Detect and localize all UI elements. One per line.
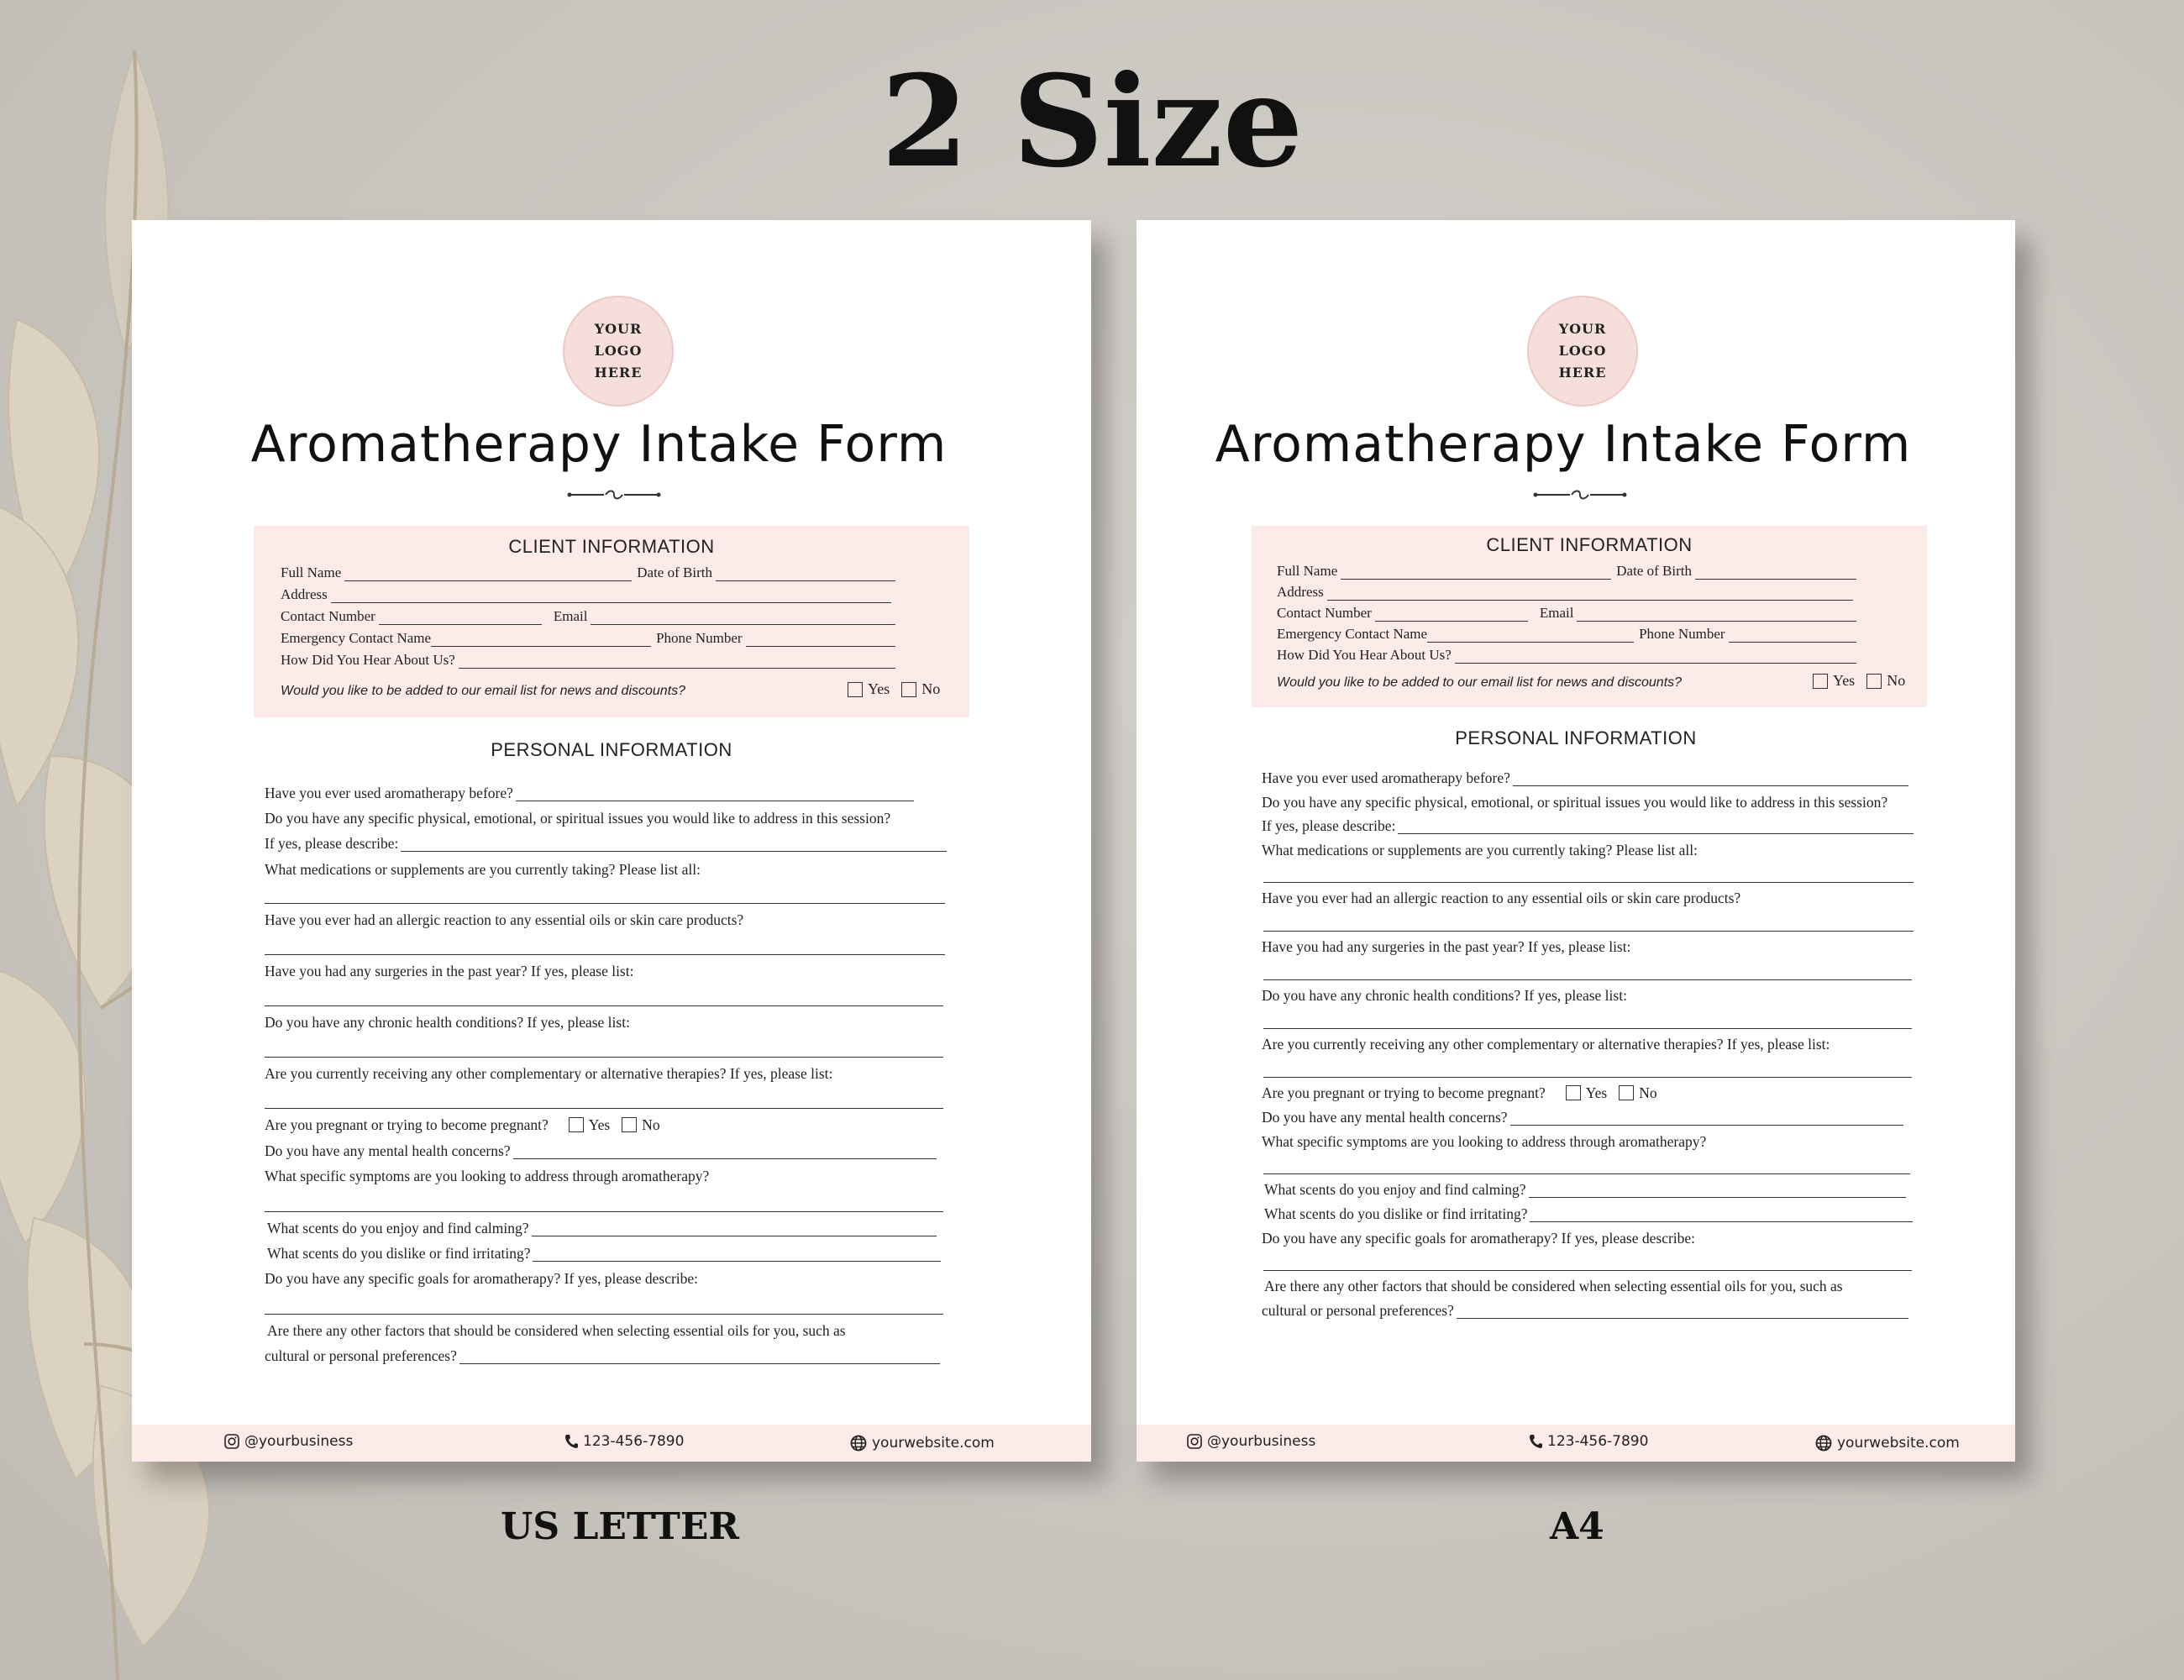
email-list-options: Yes No <box>848 680 940 698</box>
headline: 2 Size <box>880 48 1304 196</box>
phone-icon <box>564 1434 578 1449</box>
contact-number-field[interactable]: Contact Number Email <box>1277 603 1861 622</box>
no-checkbox[interactable] <box>1866 674 1882 689</box>
question-describe[interactable]: If yes, please describe: <box>1262 817 1914 834</box>
full-name-field[interactable]: Full Name Date of Birth <box>281 563 900 581</box>
email-list-question: Would you like to be added to our email list for news and discounts? <box>1277 675 1683 690</box>
question-mental-health[interactable]: Do you have any mental health concerns? <box>1262 1109 1903 1126</box>
answer-line[interactable] <box>1263 1173 1910 1174</box>
referral-source-field[interactable]: How Did You Hear About Us? <box>1277 645 1861 664</box>
question-goals: Do you have any specific goals for aromatherapy? If yes, please describe: <box>265 1270 699 1287</box>
personal-information-heading: PERSONAL INFORMATION <box>491 739 732 760</box>
globe-icon <box>1815 1435 1832 1452</box>
client-information-heading: CLIENT INFORMATION <box>1486 534 1693 555</box>
pregnant-yes-checkbox[interactable] <box>1566 1085 1581 1100</box>
pregnant-no-checkbox[interactable] <box>1619 1085 1634 1100</box>
answer-line[interactable] <box>265 1057 943 1058</box>
contact-number-field[interactable]: Contact Number Email <box>281 606 900 625</box>
yes-checkbox[interactable] <box>848 682 863 697</box>
answer-line[interactable] <box>265 1108 943 1109</box>
question-other-therapies: Are you currently receiving any other complementary or alternative therapies? If yes, please list: <box>1262 1036 1830 1053</box>
footer-phone: 123-456-7890 <box>564 1433 684 1450</box>
form-title: Aromatherapy Intake Form <box>250 415 948 474</box>
client-information-section <box>254 526 969 717</box>
client-information-heading: CLIENT INFORMATION <box>508 536 715 557</box>
a4-form-page <box>1137 220 2015 1462</box>
question-goals: Do you have any specific goals for aromatherapy? If yes, please describe: <box>1262 1230 1696 1247</box>
us-letter-label: US LETTER <box>501 1505 739 1548</box>
footer-social: @yourbusiness <box>224 1433 353 1450</box>
emergency-contact-field[interactable]: Emergency Contact Name Phone Number <box>1277 624 1861 643</box>
form-title: Aromatherapy Intake Form <box>1215 415 1912 474</box>
pregnant-yes-checkbox[interactable] <box>569 1117 584 1132</box>
question-chronic-conditions: Do you have any chronic health conditions? If yes, please list: <box>265 1014 630 1031</box>
ornament-divider-icon <box>1533 489 1627 501</box>
pregnant-no-checkbox[interactable] <box>622 1117 637 1132</box>
question-other-factors-continued[interactable]: cultural or personal preferences? <box>1262 1302 1908 1319</box>
address-field[interactable]: Address <box>1277 582 1858 601</box>
form-footer <box>132 1425 1091 1462</box>
question-other-factors-continued[interactable]: cultural or personal preferences? <box>265 1347 940 1364</box>
instagram-icon <box>224 1434 239 1449</box>
answer-line[interactable] <box>1263 931 1914 932</box>
answer-line[interactable] <box>1263 1028 1912 1029</box>
question-surgeries: Have you had any surgeries in the past year? If yes, please list: <box>265 963 634 979</box>
form-footer <box>1137 1425 2015 1462</box>
client-information-section <box>1252 526 1927 707</box>
question-calming-scents[interactable]: What scents do you enjoy and find calming? <box>1264 1181 1906 1198</box>
question-surgeries: Have you had any surgeries in the past year? If yes, please list: <box>1262 938 1631 955</box>
footer-phone: 123-456-7890 <box>1529 1433 1648 1450</box>
yes-checkbox[interactable] <box>1813 674 1828 689</box>
answer-line[interactable] <box>265 903 945 904</box>
question-mental-health[interactable]: Do you have any mental health concerns? <box>265 1142 937 1159</box>
answer-line[interactable] <box>1263 882 1914 883</box>
emergency-contact-field[interactable]: Emergency Contact Name Phone Number <box>281 628 900 647</box>
ornament-divider-icon <box>567 489 661 501</box>
email-list-options: Yes No <box>1813 672 1905 690</box>
phone-icon <box>1529 1434 1542 1449</box>
question-describe[interactable]: If yes, please describe: <box>265 835 947 852</box>
question-allergic-reaction: Have you ever had an allergic reaction to any essential oils or skin care products? <box>1262 890 1741 906</box>
address-field[interactable]: Address <box>281 585 896 603</box>
answer-line[interactable] <box>265 1005 943 1006</box>
question-other-therapies: Are you currently receiving any other complementary or alternative therapies? If yes, please list: <box>265 1065 833 1082</box>
question-medications: What medications or supplements are you currently taking? Please list all: <box>1262 842 1698 858</box>
question-specific-issues: Do you have any specific physical, emotional, or spiritual issues you would like to address in this session? <box>265 810 891 827</box>
answer-line[interactable] <box>1263 1270 1912 1271</box>
question-irritating-scents[interactable]: What scents do you dislike or find irritating? <box>1264 1205 1913 1222</box>
full-name-field[interactable]: Full Name Date of Birth <box>1277 561 1861 580</box>
answer-line[interactable] <box>265 1314 943 1315</box>
globe-icon <box>850 1435 867 1452</box>
a4-label: A4 <box>1550 1505 1604 1548</box>
question-symptoms: What specific symptoms are you looking to address through aromatherapy? <box>1262 1133 1707 1150</box>
question-allergic-reaction: Have you ever had an allergic reaction to any essential oils or skin care products? <box>265 911 744 928</box>
footer-website: yourwebsite.com <box>1815 1435 1960 1452</box>
question-used-aromatherapy[interactable]: Have you ever used aromatherapy before? <box>265 785 1073 801</box>
us-letter-form-page <box>132 220 1091 1462</box>
question-other-factors: Are there any other factors that should be considered when selecting essential oils for you, such as <box>267 1322 846 1339</box>
personal-information-heading: PERSONAL INFORMATION <box>1455 727 1697 748</box>
footer-social: @yourbusiness <box>1187 1433 1315 1450</box>
question-pregnant: Are you pregnant or trying to become pregnant? Yes No <box>1262 1084 1657 1101</box>
footer-website: yourwebsite.com <box>850 1435 995 1452</box>
question-other-factors: Are there any other factors that should be considered when selecting essential oils for you, such as <box>1264 1278 1843 1294</box>
question-used-aromatherapy[interactable]: Have you ever used aromatherapy before? <box>1262 769 1908 786</box>
question-irritating-scents[interactable]: What scents do you dislike or find irritating? <box>267 1245 941 1262</box>
logo-placeholder: YOUR LOGO HERE <box>563 296 674 407</box>
no-checkbox[interactable] <box>901 682 916 697</box>
answer-line[interactable] <box>1263 1077 1912 1078</box>
question-medications: What medications or supplements are you currently taking? Please list all: <box>265 861 701 878</box>
instagram-icon <box>1187 1434 1202 1449</box>
answer-line[interactable] <box>265 1211 943 1212</box>
question-specific-issues: Do you have any specific physical, emotional, or spiritual issues you would like to address in this session? <box>1262 794 1888 811</box>
question-symptoms: What specific symptoms are you looking to address through aromatherapy? <box>265 1168 710 1184</box>
question-chronic-conditions: Do you have any chronic health conditions? If yes, please list: <box>1262 987 1627 1004</box>
logo-placeholder: YOUR LOGO HERE <box>1527 296 1638 407</box>
referral-source-field[interactable]: How Did You Hear About Us? <box>281 650 900 669</box>
answer-line[interactable] <box>265 954 945 955</box>
question-calming-scents[interactable]: What scents do you enjoy and find calming? <box>267 1220 937 1236</box>
email-list-question: Would you like to be added to our email list for news and discounts? <box>281 684 686 698</box>
answer-line[interactable] <box>1263 979 1912 980</box>
question-pregnant: Are you pregnant or trying to become pregnant? Yes No <box>265 1116 660 1133</box>
